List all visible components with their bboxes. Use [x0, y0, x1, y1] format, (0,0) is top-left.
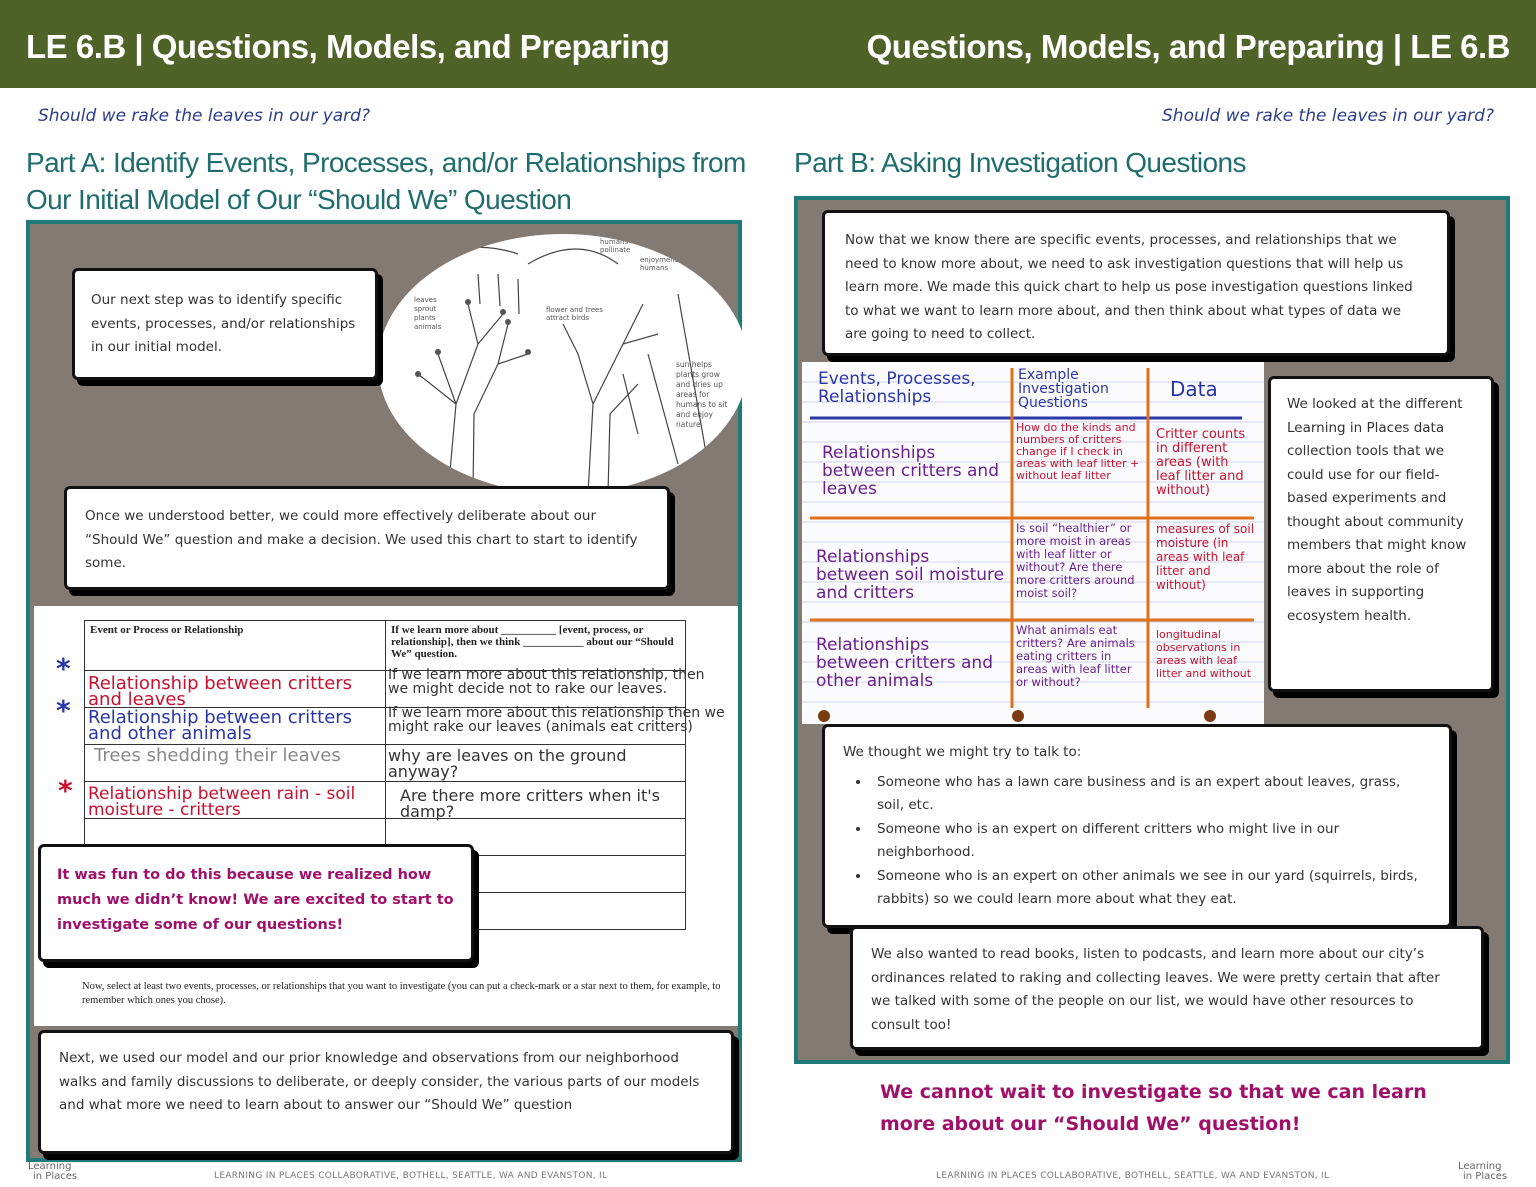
chart-r3-c1: Relationships between critters and other animals: [816, 635, 993, 691]
row2-left: Relationship between critters and other animals: [88, 707, 353, 744]
card-looked-text: We looked at the different Learning in Places data collection tools that we could use for our field-based experiments and thought about community members that might know more about the role of leaves in supporting ecosystem health.: [1287, 396, 1467, 624]
should-question-left: Should we rake the leaves in our yard?: [38, 106, 370, 126]
card-fun-text: It was fun to do this because we realized how much we didn’t know! We are excited to start to investigate some of our questions!: [57, 867, 454, 933]
part-b-title: Part B: Asking Investigation Questions: [794, 147, 1246, 178]
chart-r2-c3: measures of soil moisture (in areas with leaf litter and without): [1156, 522, 1255, 592]
card-we-looked-at: [1268, 376, 1494, 692]
header-bar: [0, 0, 1536, 88]
chart-header-events: Events, Processes, Relationships: [818, 369, 976, 407]
model-label-sprout: leaves sprout plants animals: [414, 296, 442, 331]
star-row4: *: [58, 774, 73, 807]
card-also-wanted: [850, 926, 1484, 1050]
card-talk-intro: We thought we might try to talk to:: [843, 744, 1082, 760]
logo-left-line1: Learning: [28, 1161, 72, 1172]
chart-r1-c2: How do the kinds and numbers of critters change if I check in areas with leaf litter + without leaf litter: [1016, 421, 1140, 482]
model-label-sun: sun helps plants grow and dries up areas for humans to sit and enjoy nature: [676, 360, 728, 429]
chart-header-questions: Example Investigation Questions: [1018, 367, 1109, 411]
footer-left: LEARNING IN PLACES COLLABORATIVE, BOTHELL, SEATTLE, WA AND EVANSTON, IL: [214, 1171, 608, 1181]
closing-statement: We cannot wait to investigate so that we can learn more about our “Should We” question!: [880, 1081, 1427, 1135]
card-once-we-understood: [64, 486, 670, 590]
chart-r3-c2: What animals eat critters? Are animals eating critters in areas with leaf litter or without?: [1016, 623, 1135, 689]
chart-r1-c3: Critter counts in different areas (with leaf litter and without): [1156, 427, 1246, 498]
card-talk-to: [822, 724, 1452, 928]
card-now-text: Now that we know there are specific events, processes, and relationships that we need to know more about, we need to ask investigation questions that will help us learn more. We made this quick chart to help us pose investigation questions linked to what we want to learn more about, and then think about what types of data we are going to need to collect.: [845, 232, 1413, 342]
header-left-title: LE 6.B | Questions, Models, and Preparing: [26, 28, 670, 65]
should-question-right: Should we rake the leaves in our yard?: [1162, 106, 1494, 126]
logo-left: [28, 1162, 77, 1182]
worksheet-col1-header: Event or Process or Relationship: [85, 621, 386, 671]
logo-right: [1458, 1162, 1507, 1182]
part-b-panel: [794, 196, 1510, 1064]
talk-item-lawn-care: • Someone who has a lawn care business and is an expert about leaves, grass, soil, etc.: [871, 771, 1431, 818]
part-a-panel: [26, 220, 742, 1162]
investigation-chart: [802, 362, 1264, 724]
star-row2: *: [56, 694, 71, 727]
logo-left-line2: in Places: [33, 1171, 78, 1182]
row3-right: why are leaves on the ground anyway?: [388, 746, 627, 781]
model-label-pollinate: humans pollinate: [600, 238, 631, 254]
talk-item-critters: • Someone who is an expert on different critters who might live in our neighborhood.: [871, 818, 1431, 865]
chart-header-data: Data: [1170, 377, 1218, 401]
card-once-text: Once we understood better, we could more effectively deliberate about our “Should We” question and make a decision. We used this chart to start to identify some.: [85, 508, 638, 571]
logo-right-line2: in Places: [1463, 1171, 1508, 1182]
card-next-step: [72, 268, 378, 380]
worksheet-instruction: Now, select at least two events, processes, or relationships that you want to investigate (you can put a check-mark or a star next to them, for example, to remember which ones you chose).: [82, 981, 721, 1006]
row3-left: Trees shedding their leaves: [94, 745, 341, 766]
worksheet: [34, 606, 738, 1026]
card-now-that-we-know: [822, 210, 1450, 356]
header-right-title: Questions, Models, and Preparing | LE 6.B: [866, 28, 1510, 65]
star-row1: *: [56, 652, 71, 685]
talk-item-other-animals: • Someone who is an expert on other animals we see in our yard (squirrels, birds, rabbits) so we could learn more about what they eat.: [871, 865, 1431, 912]
model-label-flowers: flower and trees attract birds: [546, 306, 603, 322]
row4-left: Relationship between rain - soil moisture - critters: [88, 784, 356, 820]
card-next-step-text: Our next step was to identify specific events, processes, and/or relationships in our initial model.: [91, 292, 356, 355]
model-label-enjoyment: enjoyment for humans: [640, 256, 690, 272]
row1-right: If we learn more about this relationship, then we might decide not to rake our leaves.: [388, 667, 705, 697]
worksheet-col2-header: If we learn more about __________ [event, process, or relationship], then we think ___________ about our “Should We” question.: [386, 621, 686, 671]
card-it-was-fun: [38, 844, 474, 962]
chart-r2-c2: Is soil “healthier” or more moist in areas with leaf litter or without? Are there more critters around moist soil?: [1016, 521, 1135, 600]
chart-r1-c1: Relationships between critters and leaves: [822, 443, 999, 499]
logo-right-line1: Learning: [1458, 1161, 1502, 1172]
card-next-we-used: [38, 1030, 734, 1154]
initial-model-drawing: [378, 234, 748, 494]
part-a-title: Part A: Identify Events, Processes, and/or Relationships from Our Initial Model of Our “Should We” Question: [26, 147, 746, 215]
row2-right: If we learn more about this relationship then we might rake our leaves (animals eat critters): [388, 705, 725, 735]
card-also-text: We also wanted to read books, listen to podcasts, and learn more about our city’s ordinances related to raking and collecting leaves. We were pretty certain that after we talked with some of the people on our list, we would have other resources to consult too!: [871, 946, 1440, 1033]
chart-r3-c3: longitudinal observations in areas with leaf litter and without: [1156, 628, 1252, 680]
card-next-text: Next, we used our model and our prior knowledge and observations from our neighborhood walks and family discussions to deliberate, or deeply consider, the various parts of our models and what more we need to learn about to answer our “Should We” question: [59, 1050, 700, 1113]
footer-right: LEARNING IN PLACES COLLABORATIVE, BOTHELL, SEATTLE, WA AND EVANSTON, IL: [936, 1171, 1330, 1181]
row1-left: Relationship between critters and leaves: [88, 673, 353, 710]
row4-right: Are there more critters when it's damp?: [400, 786, 661, 821]
chart-r2-c1: Relationships between soil moisture and critters: [816, 547, 1005, 603]
